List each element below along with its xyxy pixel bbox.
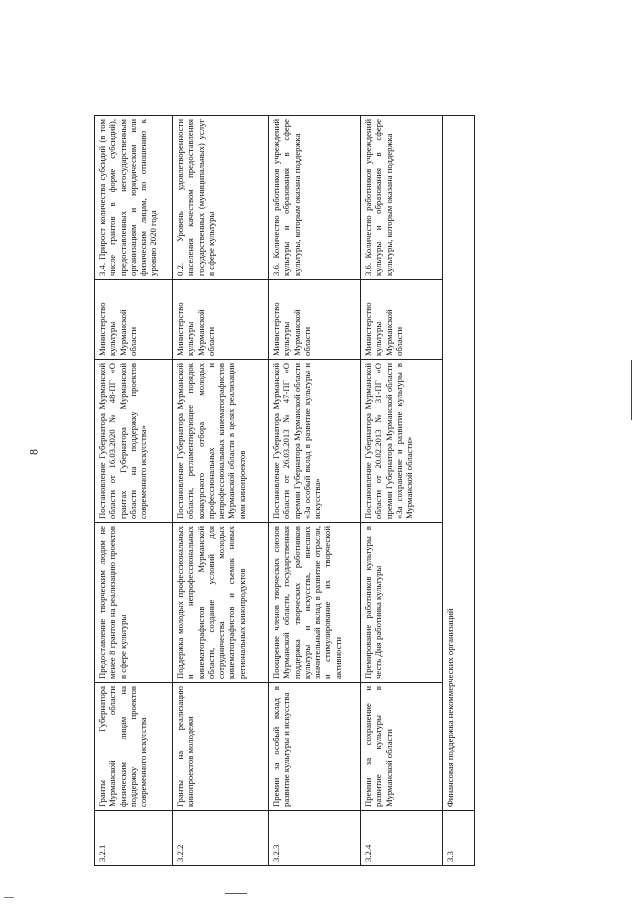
rotated-table-container [94,116,474,866]
executor: Министерство культуры Мурманской области [95,280,173,360]
table-row [361,116,443,866]
measure-name: Гранты Губернатора Мурманской области физическим лицам на поддержку проектов современного искусства [95,683,173,811]
table-row [269,116,361,866]
table-row [173,116,269,866]
measure-name: Премии за сохранение и развитие культуры в Мурманской области [361,683,443,811]
measure-name: Премии за особый вклад в развитие культуры и искусства [269,683,361,811]
row-number: 3.2.3 [269,811,361,866]
measure-content: Поощрение членов творческих союзов Мурманской области, государственная поддержка творческих работников культуры и искусства, внесших значительный вклад в развитие отрасли, и стимулирование их творческой активности [269,523,361,683]
indicator: 3.4. Прирост количества субсидий (в том числе грантов в форме субсидий), предоставленных негосударственным организациям и юридическим или физическим лицам, по отношению к уровню 2020 года [95,116,173,280]
measure-name: Гранты на реализацию кинопроектов молодежи [173,683,269,811]
table-row [95,116,173,866]
executor: Министерство культуры Мурманской области [269,280,361,360]
executor: Министерство культуры Мурманской области [173,280,269,360]
row-number: 3.2.4 [361,811,443,866]
section-title: Финансовая поддержка некоммерческих организаций [443,116,475,811]
margin-mark-corner [4,897,14,898]
indicator: 0.2. Уровень удовлетворенности населения качеством предоставления государственных (муниципальных) услуг в сфере культуры [173,116,269,280]
section-row [443,116,475,866]
indicator: 3.6. Количество работников учреждений культуры и образования в сфере культуры, которым оказана поддержка [269,116,361,280]
legal-basis: Постановление Губернатора Мурманской области от 20.02.2013 № 31-ПГ «О премии Губернатора Мурманской области «За сохранение и развитие культуры в Мурманской области» [361,360,443,523]
legal-basis: Постановление Губернатора Мурманской области от 16.03.2020 № 48-ПГ «О грантах Губернатора Мурманской области на поддержку проектов современного искусства» [95,360,173,523]
measure-content: Поддержка молодых профессиональных и непрофессиональных кинематографистов Мурманской области, создание условий для сотрудничества молодых кинематографистов и съемок новых региональных кинопродуктов [173,523,269,683]
section-number: 3.3 [443,811,475,866]
executor: Министерство культуры Мурманской области [361,280,443,360]
margin-mark [631,360,632,420]
measure-content: Предоставление творческим людям не менее 8 грантов на реализацию проектов в сфере культуры [95,523,173,683]
row-number: 3.2.1 [95,811,173,866]
measures-table [94,115,475,866]
legal-basis: Постановление Губернатора Мурманской области, регламентирующее порядок конкурсного отбора молодых профессиональных и непрофессиональных кинематографистов Мурманской области в целях реализации ими кинопроектов [173,360,269,523]
measure-content: Премирование работников культуры в честь Дня работника культуры [361,523,443,683]
row-number: 3.2.2 [173,811,269,866]
margin-mark-bottom [225,893,247,894]
page-number: 8 [26,449,41,455]
legal-basis: Постановление Губернатора Мурманской области от 26.03.2013 № 47-ПГ «О премии Губернатора Мурманской области «За особый вклад в развитие культуры и искусства» [269,360,361,523]
indicator: 3.6. Количество работников учреждений культуры и образования в сфере культуры, которым оказана поддержка [361,116,443,280]
